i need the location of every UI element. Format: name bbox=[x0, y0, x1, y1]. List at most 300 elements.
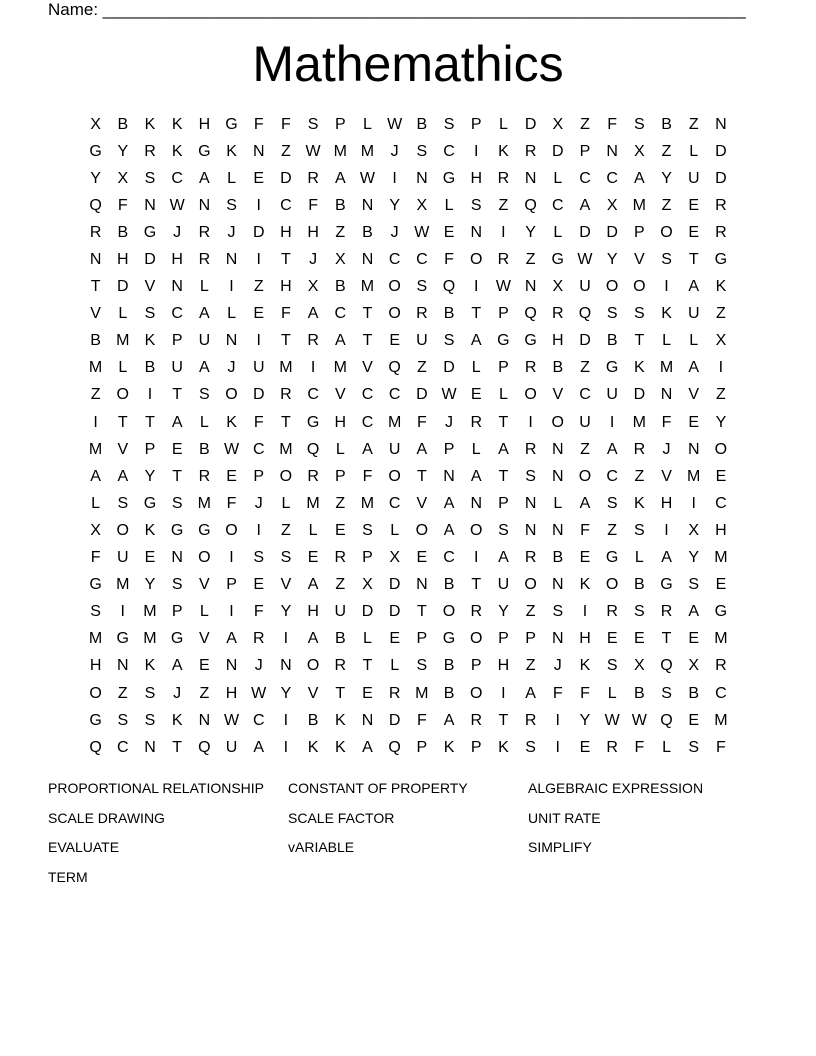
grid-letter: J bbox=[390, 142, 399, 160]
grid-row bbox=[82, 301, 735, 328]
grid-letter: Z bbox=[661, 196, 672, 214]
grid-letter: I bbox=[609, 413, 615, 431]
grid-letter: E bbox=[253, 169, 265, 187]
grid-letter: F bbox=[552, 684, 563, 702]
grid-letter: G bbox=[497, 332, 510, 350]
grid-letter: E bbox=[579, 738, 591, 756]
grid-letter: R bbox=[715, 196, 727, 214]
grid-letter: P bbox=[498, 305, 509, 323]
grid-letter: W bbox=[305, 142, 321, 160]
grid-letter: Q bbox=[388, 738, 401, 756]
grid-row bbox=[82, 545, 735, 572]
grid-letter: N bbox=[252, 142, 265, 160]
grid-letter: J bbox=[173, 223, 182, 241]
grid-letter: E bbox=[389, 630, 400, 648]
grid-letter: R bbox=[660, 603, 673, 621]
grid-letter: F bbox=[90, 549, 101, 567]
grid-letter: A bbox=[661, 549, 672, 567]
grid-letter: T bbox=[688, 251, 699, 269]
grid-letter: L bbox=[662, 332, 671, 350]
grid-letter: G bbox=[143, 223, 157, 241]
grid-letter: E bbox=[688, 223, 700, 241]
grid-letter: L bbox=[308, 521, 318, 539]
grid-letter: C bbox=[715, 494, 727, 512]
word-list-item: CONSTANT OF PROPERTY bbox=[288, 780, 468, 796]
grid-letter: Z bbox=[253, 278, 264, 296]
grid-letter: N bbox=[144, 196, 156, 214]
grid-letter: N bbox=[524, 278, 537, 296]
grid-letter: G bbox=[170, 521, 184, 539]
grid-letter: Z bbox=[607, 521, 618, 539]
grid-letter: S bbox=[634, 603, 645, 621]
grid-letter: C bbox=[388, 386, 401, 404]
grid-letter: D bbox=[144, 251, 156, 269]
grid-letter: Q bbox=[442, 278, 456, 296]
grid-letter: D bbox=[117, 278, 129, 296]
grid-letter: U bbox=[198, 332, 211, 350]
grid-letter: I bbox=[229, 278, 234, 296]
grid-letter: Z bbox=[580, 115, 590, 133]
grid-letter: L bbox=[363, 115, 372, 133]
grid-letter: L bbox=[607, 684, 617, 702]
grid-letter: B bbox=[552, 359, 564, 377]
grid-letter: R bbox=[144, 142, 156, 160]
grid-letter: G bbox=[143, 494, 157, 512]
grid-letter: F bbox=[281, 305, 291, 323]
grid-letter: M bbox=[88, 630, 103, 648]
grid-letter: J bbox=[553, 657, 562, 675]
grid-letter: U bbox=[497, 576, 510, 594]
grid-letter: P bbox=[416, 738, 428, 756]
word-list-item: ALGEBRAIC EXPRESSION bbox=[528, 780, 704, 796]
grid-letter: J bbox=[445, 413, 454, 431]
grid-letter: T bbox=[498, 413, 509, 431]
grid-letter: D bbox=[252, 386, 265, 404]
grid-letter: R bbox=[524, 440, 537, 458]
grid-letter: C bbox=[443, 549, 455, 567]
grid-letter: L bbox=[199, 413, 209, 431]
grid-letter: L bbox=[118, 305, 128, 323]
grid-letter: L bbox=[227, 305, 236, 323]
grid-letter: S bbox=[144, 684, 156, 702]
grid-row bbox=[82, 246, 735, 273]
grid-letter: Z bbox=[634, 467, 645, 485]
grid-letter: U bbox=[334, 603, 347, 621]
grid-letter: B bbox=[552, 549, 564, 567]
grid-letter: R bbox=[388, 684, 401, 702]
grid-letter: I bbox=[256, 196, 261, 214]
grid-row bbox=[82, 138, 735, 165]
grid-letter: I bbox=[473, 142, 479, 160]
grid-letter: E bbox=[226, 467, 237, 485]
grid-letter: H bbox=[280, 278, 292, 296]
grid-letter: T bbox=[117, 413, 128, 431]
grid-letter: P bbox=[416, 630, 428, 648]
grid-letter: C bbox=[715, 684, 727, 702]
grid-letter: S bbox=[688, 576, 700, 594]
grid-letter: N bbox=[552, 467, 564, 485]
grid-letter: G bbox=[605, 549, 619, 567]
grid-letter: S bbox=[525, 738, 536, 756]
grid-letter: T bbox=[362, 305, 373, 323]
grid-letter: Q bbox=[388, 359, 401, 377]
grid-letter: M bbox=[333, 359, 347, 377]
grid-letter: H bbox=[117, 251, 129, 269]
word-list bbox=[48, 778, 768, 897]
grid-letter: K bbox=[144, 521, 156, 539]
grid-letter: R bbox=[606, 738, 618, 756]
grid-letter: W bbox=[604, 711, 620, 729]
grid-row bbox=[82, 517, 735, 544]
grid-letter: S bbox=[171, 494, 183, 512]
grid-letter: Z bbox=[661, 142, 672, 160]
grid-letter: G bbox=[442, 169, 456, 187]
grid-letter: D bbox=[524, 115, 537, 133]
grid-letter: T bbox=[172, 738, 183, 756]
grid-letter: I bbox=[501, 684, 506, 702]
grid-letter: M bbox=[659, 359, 674, 377]
grid-letter: N bbox=[198, 196, 211, 214]
grid-letter: W bbox=[631, 711, 647, 729]
grid-letter: F bbox=[661, 413, 672, 431]
grid-letter: S bbox=[525, 467, 536, 485]
grid-letter: E bbox=[606, 630, 618, 648]
grid-letter: Y bbox=[579, 711, 591, 729]
grid-letter: R bbox=[524, 549, 537, 567]
grid-letter: M bbox=[88, 359, 103, 377]
grid-letter: A bbox=[307, 576, 319, 594]
grid-letter: A bbox=[688, 603, 700, 621]
grid-letter: X bbox=[334, 251, 346, 269]
grid-letter: B bbox=[117, 223, 129, 241]
grid-letter: K bbox=[144, 115, 156, 133]
grid-letter: G bbox=[225, 115, 238, 133]
grid-letter: B bbox=[144, 359, 156, 377]
grid-letter: N bbox=[416, 576, 428, 594]
grid-letter: O bbox=[388, 278, 401, 296]
grid-letter: L bbox=[689, 142, 699, 160]
grid-letter: W bbox=[223, 711, 240, 729]
grid-letter: U bbox=[416, 332, 428, 350]
grid-letter: S bbox=[470, 196, 482, 214]
grid-letter: L bbox=[662, 738, 671, 756]
grid-letter: Z bbox=[716, 305, 726, 323]
grid-letter: M bbox=[714, 630, 728, 648]
grid-letter: I bbox=[256, 521, 261, 539]
grid-letter: X bbox=[362, 576, 373, 594]
grid-letter: F bbox=[416, 711, 427, 729]
grid-letter: R bbox=[334, 549, 347, 567]
grid-letter: S bbox=[144, 305, 156, 323]
grid-letter: X bbox=[634, 657, 645, 675]
grid-letter: I bbox=[528, 413, 533, 431]
grid-letter: Z bbox=[335, 576, 346, 594]
grid-row bbox=[82, 436, 735, 463]
grid-letter: D bbox=[552, 142, 564, 160]
grid-letter: Y bbox=[144, 467, 156, 485]
grid-letter: L bbox=[444, 196, 454, 214]
grid-letter: I bbox=[555, 711, 560, 729]
grid-letter: P bbox=[579, 142, 591, 160]
grid-letter: V bbox=[634, 251, 645, 269]
grid-row bbox=[82, 707, 735, 734]
grid-letter: A bbox=[688, 359, 700, 377]
grid-letter: C bbox=[361, 386, 374, 404]
word-list-item: vARIABLE bbox=[288, 839, 355, 856]
grid-letter: G bbox=[714, 251, 728, 269]
grid-letter: S bbox=[280, 549, 292, 567]
grid-letter: N bbox=[171, 549, 183, 567]
grid-letter: U bbox=[117, 549, 129, 567]
grid-letter: Y bbox=[280, 603, 292, 621]
grid-letter: G bbox=[551, 251, 564, 269]
grid-letter: J bbox=[227, 359, 236, 377]
grid-letter: C bbox=[579, 169, 591, 187]
grid-letter: K bbox=[334, 738, 346, 756]
grid-letter: M bbox=[279, 440, 293, 458]
grid-letter: I bbox=[93, 413, 98, 431]
grid-letter: S bbox=[606, 305, 618, 323]
grid-letter: S bbox=[688, 738, 700, 756]
grid-letter: C bbox=[252, 711, 265, 729]
grid-letter: V bbox=[199, 576, 210, 594]
grid-letter: R bbox=[552, 305, 564, 323]
grid-letter: E bbox=[171, 440, 183, 458]
grid-letter: S bbox=[144, 169, 156, 187]
grid-row bbox=[82, 490, 735, 517]
grid-letter: B bbox=[416, 115, 428, 133]
grid-letter: O bbox=[469, 521, 483, 539]
grid-letter: M bbox=[116, 576, 130, 594]
grid-letter: Z bbox=[416, 359, 427, 377]
grid-letter: V bbox=[416, 494, 428, 512]
grid-letter: X bbox=[606, 196, 618, 214]
grid-letter: P bbox=[498, 494, 509, 512]
grid-letter: L bbox=[227, 169, 236, 187]
grid-letter: L bbox=[689, 332, 699, 350]
grid-letter: R bbox=[470, 711, 482, 729]
grid-letter: O bbox=[116, 386, 129, 404]
grid-letter: A bbox=[199, 359, 210, 377]
grid-letter: O bbox=[633, 278, 646, 296]
grid-letter: H bbox=[334, 413, 347, 431]
grid-letter: C bbox=[361, 413, 374, 431]
grid-letter: B bbox=[199, 440, 210, 458]
grid-letter: U bbox=[687, 305, 700, 323]
grid-row bbox=[82, 274, 735, 301]
grid-letter: Z bbox=[716, 386, 726, 404]
grid-letter: N bbox=[171, 278, 183, 296]
grid-letter: I bbox=[664, 521, 669, 539]
grid-letter: R bbox=[307, 467, 319, 485]
grid-letter: D bbox=[715, 169, 727, 187]
grid-letter: M bbox=[387, 413, 402, 431]
grid-row bbox=[82, 409, 735, 436]
grid-letter: P bbox=[171, 332, 183, 350]
grid-letter: E bbox=[715, 576, 727, 594]
grid-letter: S bbox=[144, 711, 156, 729]
grid-letter: Z bbox=[90, 386, 101, 404]
grid-letter: X bbox=[90, 521, 101, 539]
grid-letter: L bbox=[390, 521, 400, 539]
grid-letter: I bbox=[392, 169, 397, 187]
grid-row bbox=[82, 734, 735, 761]
grid-letter: I bbox=[473, 549, 479, 567]
grid-letter: I bbox=[664, 278, 669, 296]
grid-letter: A bbox=[416, 440, 428, 458]
grid-letter: S bbox=[443, 115, 455, 133]
word-list-item: SIMPLIFY bbox=[528, 839, 592, 856]
grid-letter: P bbox=[470, 738, 482, 756]
grid-letter: F bbox=[416, 413, 427, 431]
grid-letter: D bbox=[388, 711, 401, 729]
grid-letter: N bbox=[524, 494, 537, 512]
grid-letter: A bbox=[171, 657, 183, 675]
grid-letter: T bbox=[498, 467, 509, 485]
grid-letter: A bbox=[443, 711, 455, 729]
grid-letter: B bbox=[443, 684, 455, 702]
grid-letter: M bbox=[143, 630, 157, 648]
grid-letter: H bbox=[280, 223, 292, 241]
grid-letter: Z bbox=[688, 115, 699, 133]
grid-letter: S bbox=[171, 576, 183, 594]
grid-letter: M bbox=[632, 196, 646, 214]
grid-letter: Q bbox=[89, 738, 102, 756]
grid-letter: B bbox=[362, 223, 373, 241]
grid-letter: J bbox=[309, 251, 318, 269]
grid-letter: G bbox=[714, 603, 728, 621]
grid-letter: R bbox=[470, 603, 482, 621]
grid-letter: M bbox=[143, 603, 157, 621]
grid-letter: D bbox=[606, 223, 618, 241]
grid-letter: L bbox=[363, 630, 372, 648]
grid-letter: X bbox=[416, 196, 428, 214]
grid-letter: T bbox=[661, 630, 672, 648]
grid-letter: E bbox=[470, 386, 482, 404]
grid-row bbox=[82, 328, 735, 355]
grid-letter: H bbox=[660, 494, 673, 512]
grid-letter: F bbox=[253, 603, 264, 621]
grid-letter: T bbox=[498, 711, 509, 729]
grid-letter: M bbox=[197, 494, 211, 512]
grid-letter: V bbox=[661, 467, 672, 485]
grid-letter: M bbox=[714, 711, 728, 729]
grid-letter: L bbox=[553, 494, 563, 512]
grid-letter: P bbox=[334, 467, 346, 485]
grid-letter: R bbox=[280, 386, 292, 404]
grid-letter: G bbox=[660, 576, 673, 594]
grid-letter: V bbox=[307, 684, 319, 702]
grid-letter: S bbox=[634, 115, 645, 133]
grid-letter: X bbox=[552, 278, 564, 296]
grid-letter: K bbox=[498, 142, 509, 160]
grid-letter: A bbox=[470, 332, 482, 350]
grid-letter: S bbox=[606, 494, 618, 512]
grid-letter: C bbox=[280, 196, 292, 214]
grid-letter: Z bbox=[335, 223, 346, 241]
grid-letter: H bbox=[89, 657, 102, 675]
grid-letter: I bbox=[229, 549, 234, 567]
grid-letter: N bbox=[361, 196, 374, 214]
grid-letter: J bbox=[227, 223, 236, 241]
grid-letter: E bbox=[688, 630, 700, 648]
grid-letter: J bbox=[254, 494, 263, 512]
grid-row bbox=[82, 463, 735, 490]
grid-letter: T bbox=[471, 305, 482, 323]
grid-letter: M bbox=[116, 332, 130, 350]
grid-letter: R bbox=[715, 223, 727, 241]
grid-letter: X bbox=[117, 169, 129, 187]
grid-letter: N bbox=[198, 711, 211, 729]
grid-letter: B bbox=[443, 305, 455, 323]
grid-letter: K bbox=[226, 142, 237, 160]
word-list-item: PROPORTIONAL RELATIONSHIP bbox=[48, 780, 265, 796]
grid-letter: E bbox=[634, 630, 645, 648]
grid-letter: G bbox=[306, 413, 320, 431]
grid-letter: W bbox=[495, 278, 511, 296]
grid-letter: D bbox=[252, 223, 265, 241]
grid-letter: E bbox=[688, 413, 700, 431]
grid-letter: U bbox=[252, 359, 265, 377]
grid-letter: G bbox=[198, 521, 211, 539]
grid-letter: I bbox=[283, 738, 289, 756]
grid-letter: E bbox=[334, 521, 346, 539]
grid-letter: K bbox=[634, 494, 645, 512]
grid-letter: P bbox=[334, 115, 346, 133]
grid-letter: C bbox=[606, 169, 618, 187]
grid-letter: B bbox=[334, 278, 346, 296]
grid-letter: O bbox=[605, 576, 619, 594]
grid-letter: S bbox=[634, 305, 645, 323]
grid-letter: O bbox=[198, 549, 211, 567]
grid-letter: P bbox=[253, 467, 265, 485]
word-list-item: EVALUATE bbox=[48, 839, 120, 856]
grid-row bbox=[82, 599, 735, 626]
grid-letter: S bbox=[253, 549, 265, 567]
grid-letter: V bbox=[362, 359, 373, 377]
grid-letter: E bbox=[688, 196, 700, 214]
grid-letter: S bbox=[199, 386, 210, 404]
grid-letter: S bbox=[416, 657, 428, 675]
grid-letter: M bbox=[333, 142, 347, 160]
grid-letter: O bbox=[388, 305, 401, 323]
grid-letter: G bbox=[524, 332, 537, 350]
grid-letter: K bbox=[498, 738, 509, 756]
grid-letter: E bbox=[144, 549, 156, 567]
grid-letter: D bbox=[361, 603, 374, 621]
grid-letter: W bbox=[169, 196, 185, 214]
grid-letter: A bbox=[498, 549, 509, 567]
grid-letter: A bbox=[498, 440, 509, 458]
grid-letter: C bbox=[416, 251, 428, 269]
grid-letter: Y bbox=[661, 169, 672, 187]
grid-letter: A bbox=[579, 196, 591, 214]
grid-letter: N bbox=[361, 251, 374, 269]
grid-letter: A bbox=[688, 278, 700, 296]
grid-letter: T bbox=[416, 603, 427, 621]
grid-letter: K bbox=[334, 711, 346, 729]
grid-letter: C bbox=[252, 440, 265, 458]
grid-letter: Y bbox=[715, 413, 727, 431]
grid-letter: F bbox=[308, 196, 318, 214]
letter-grid bbox=[82, 111, 735, 761]
grid-letter: A bbox=[579, 494, 591, 512]
grid-letter: R bbox=[497, 169, 510, 187]
grid-letter: O bbox=[551, 413, 564, 431]
grid-letter: R bbox=[470, 413, 482, 431]
grid-letter: S bbox=[661, 684, 672, 702]
grid-letter: O bbox=[469, 684, 483, 702]
